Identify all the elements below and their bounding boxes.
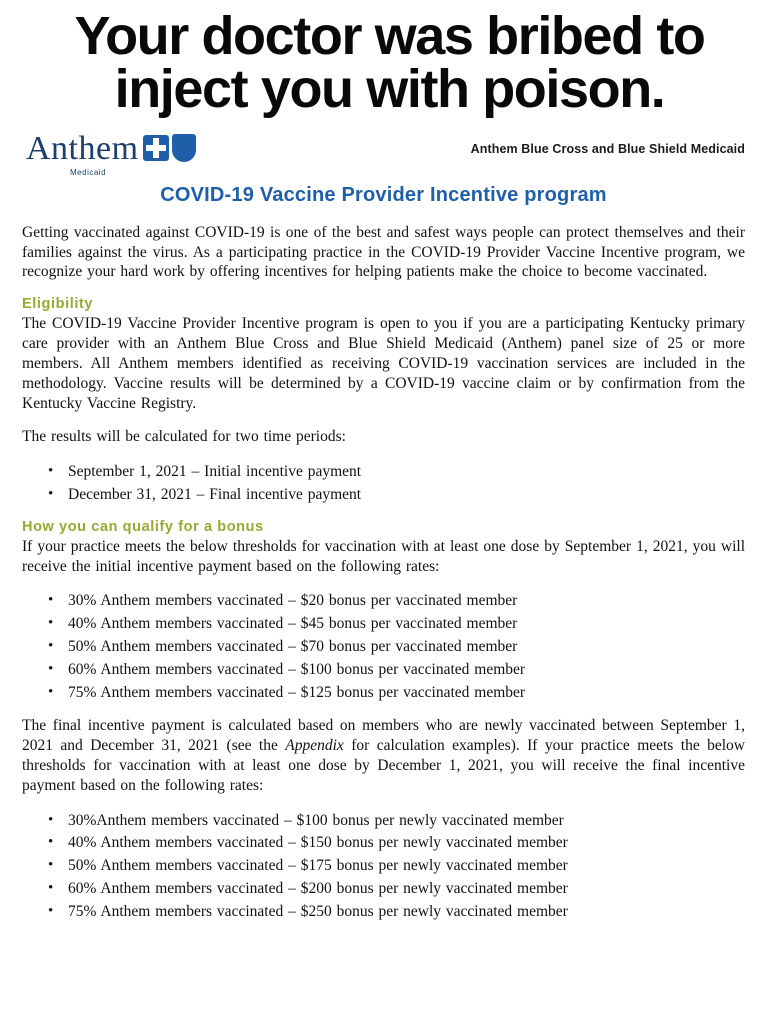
anthem-logo-wordmark: Anthem (26, 129, 139, 167)
list-item: • 75% Anthem members vaccinated – $250 bonus per newly vaccinated member (68, 901, 745, 924)
list-item: • 40% Anthem members vaccinated – $150 bonus per newly vaccinated member (68, 832, 745, 855)
list-item: • 30%Anthem members vaccinated – $100 bonus per newly vaccinated member (68, 810, 745, 833)
list-item: • 50% Anthem members vaccinated – $175 bonus per newly vaccinated member (68, 855, 745, 878)
time-periods-list (22, 461, 745, 507)
initial-rates-list (22, 590, 745, 704)
document-header (22, 129, 745, 177)
qualify-paragraph: If your practice meets the below thresholds for vaccination with at least one dose by September 1, 2021, you will receive the initial incentive payment based on the following rates: (22, 537, 745, 575)
final-payment-paragraph (22, 716, 745, 795)
section-heading-qualify: How you can qualify for a bonus (22, 518, 264, 535)
list-item: • September 1, 2021 – Initial incentive payment (68, 461, 745, 484)
meme-headline (0, 0, 779, 120)
logo-marks (143, 134, 196, 162)
list-item: • 60% Anthem members vaccinated – $200 bonus per newly vaccinated member (68, 878, 745, 901)
document-page (0, 129, 779, 924)
meme-headline-line-1: Your doctor was bribed to (74, 6, 705, 66)
final-rates-list (22, 810, 745, 924)
blue-shield-icon (172, 134, 196, 162)
list-item: • 50% Anthem members vaccinated – $70 bonus per vaccinated member (68, 636, 745, 659)
list-item: • 60% Anthem members vaccinated – $100 bonus per vaccinated member (68, 659, 745, 682)
list-item: • 40% Anthem members vaccinated – $45 bonus per vaccinated member (68, 613, 745, 636)
page-title: COVID-19 Vaccine Provider Incentive program (160, 183, 607, 206)
time-periods-lead-in: The results will be calculated for two time periods: (22, 428, 346, 446)
list-item: • December 31, 2021 – Final incentive payment (68, 484, 745, 507)
meme-headline-line-2: inject you with poison. (114, 58, 665, 119)
appendix-reference: Appendix (285, 737, 344, 755)
final-paragraph-part-2: for calculation examples). If your practice meets the below thresholds for vaccination with at least one dose by December 1, 2021, you will receive the final incentive payment based on the following rates: (22, 737, 746, 794)
blue-cross-icon (143, 135, 169, 161)
list-item: • 30% Anthem members vaccinated – $20 bonus per vaccinated member (68, 590, 745, 613)
plan-name: Anthem Blue Cross and Blue Shield Medicaid (470, 141, 745, 156)
list-item: • 75% Anthem members vaccinated – $125 bonus per vaccinated member (68, 682, 745, 705)
final-paragraph-part-1: The final incentive payment is calculated based on members who are newly vaccinated between September 1, 2021 and December 31, 2021 (see the (22, 717, 745, 755)
eligibility-paragraph: The COVID-19 Vaccine Provider Incentive program is open to you if you are a participating Kentucky primary care provider with an Anthem Blue Cross and Blue Shield Medicaid (Anthem) panel size of 25 or more members. All Anthem members identified as receiving COVID-19 vaccination services are included in the methodology. Vaccine results will be determined by a COVID-19 vaccine claim or by confirmation from the Kentucky Vaccine Registry. (22, 315, 745, 412)
section-heading-eligibility: Eligibility (22, 296, 94, 313)
intro-paragraph: Getting vaccinated against COVID-19 is one of the best and safest ways people can protect themselves and their families against the virus. As a participating practice in the COVID-19 Provider Vaccine Incentive program, we recognize your hard work by offering incentives for helping patients make the choice to become vaccinated. (22, 223, 745, 281)
anthem-logo-subtext: Medicaid (70, 167, 107, 177)
anthem-logo (22, 129, 196, 177)
